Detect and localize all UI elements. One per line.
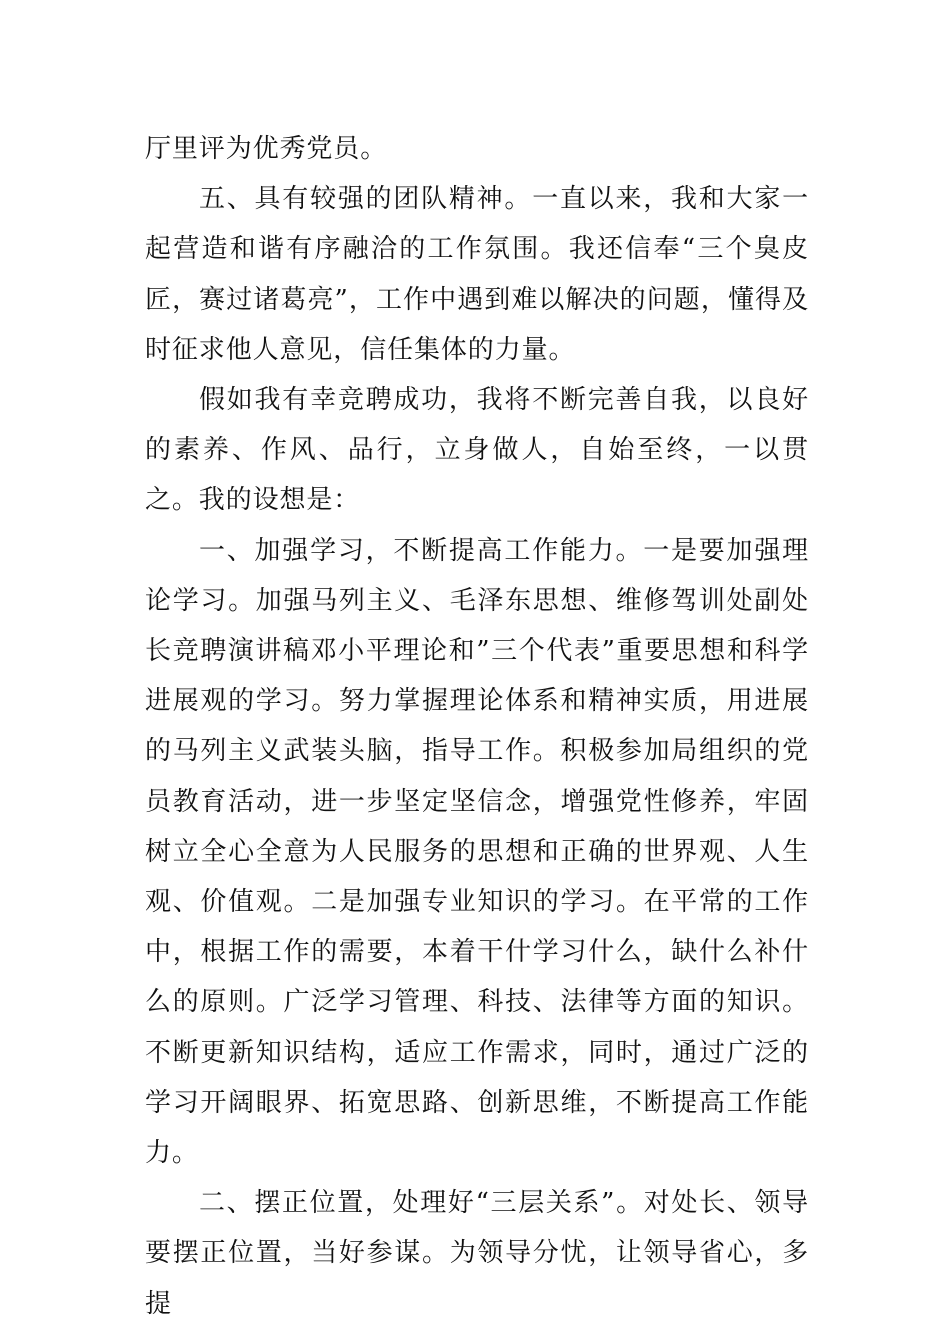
paragraph-1: 厅里评为优秀党员。	[145, 134, 388, 164]
paragraph-3: 假如我有幸竞聘成功，我将不断完善自我，以良好的素养、作风、品行，立身做人，自始至终，一以贯之。我的设想是：	[145, 385, 809, 516]
paragraph-5: 二、摆正位置，处理好“三层关系”。对处长、领导要摆正位置，当好参谋。为领导分忧，让领导省心，多提	[145, 1188, 809, 1319]
paragraph-4: 一、加强学习，不断提高工作能力。一是要加强理论学习。加强马列主义、毛泽东思想、维修驾训处副处长竞聘演讲稿邓小平理论和”三个代表”重要思想和科学进展观的学习。努力掌握理论体系和精神实质，用进展的马列主义武装头脑，指导工作。积极参加局组织的党员教育活动，进一步坚定坚信念，增强党性修养，牢固树立全心全意为人民服务的思想和正确的世界观、人生观、价值观。二是加强专业知识的学习。在平常的工作中，根据工作的需要，本着干什学习什么，缺什么补什么的原则。广泛学习管理、科技、法律等方面的知识。不断更新知识结构，适应工作需求，同时，通过广泛的学习开阔眼界、拓宽思路、创新思维，不断提高工作能力。	[145, 535, 809, 1169]
paragraph-2: 五、具有较强的团队精神。一直以来，我和大家一起营造和谐有序融洽的工作氛围。我还信奉“三个臭皮匠，赛过诸葛亮”，工作中遇到难以解决的问题，懂得及时征求他人意见，信任集体的力量。	[145, 184, 809, 365]
document-body	[145, 124, 809, 1329]
